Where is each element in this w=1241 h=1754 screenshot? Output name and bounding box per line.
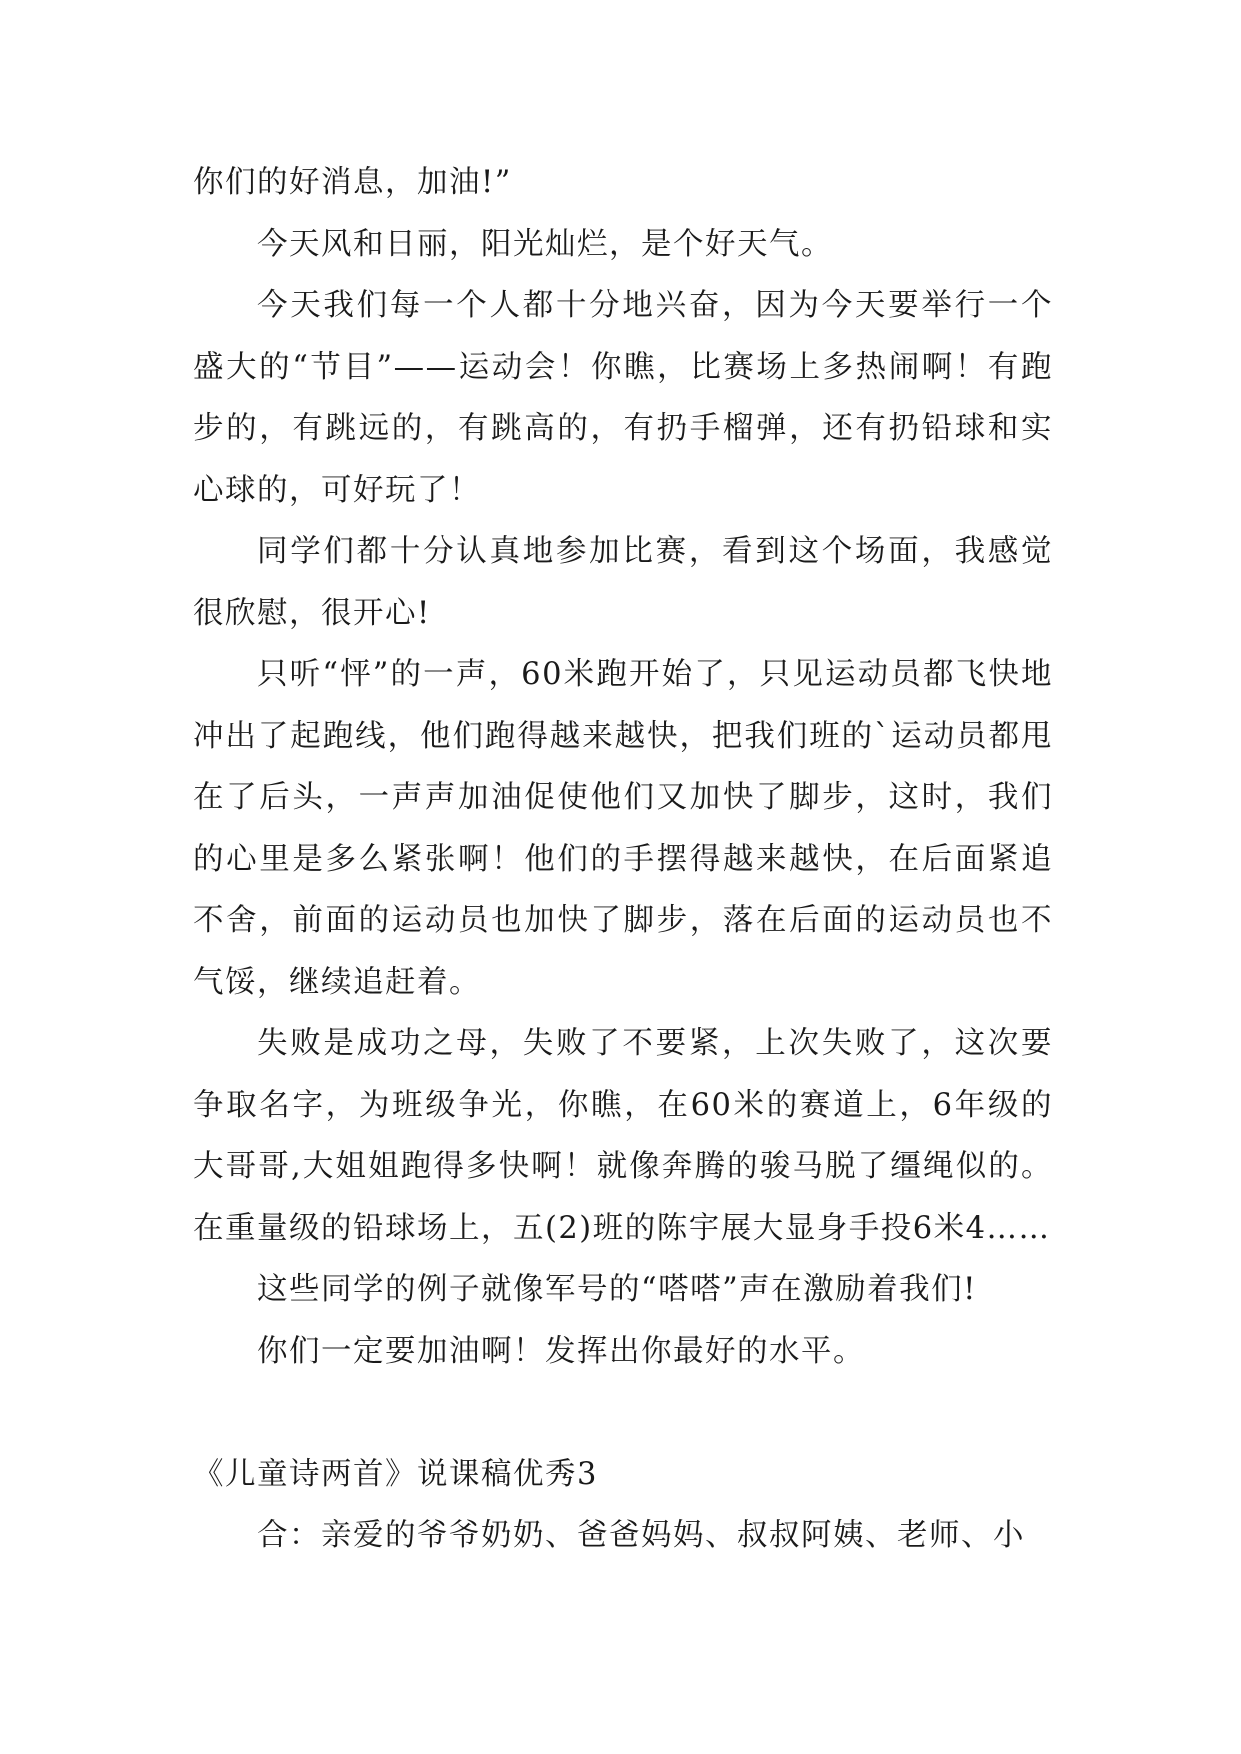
paragraph-classmates: 同学们都十分认真地参加比赛，看到这个场面，我感觉很欣慰，很开心! xyxy=(193,534,1053,631)
section-title: 《儿童诗两首》说课稿优秀3 xyxy=(193,1456,598,1492)
paragraph-sports-meet: 今天我们每一个人都十分地兴奋，因为今天要举行一个盛大的“节目”——运动会！你瞧，比赛场上多热闹啊！有跑步的，有跳远的，有跳高的，有扔手榴弹，还有扔铅球和实心球的，可好玩了！ xyxy=(193,288,1053,508)
paragraph-60m-race: 只听“怦”的一声，60米跑开始了，只见运动员都飞快地冲出了起跑线，他们跑得越来越快，把我们班的`运动员都甩在了后头，一声声加油促使他们又加快了脚步，这时，我们的心里是多么紧张啊！他们的手摆得越来越快，在后面紧追不舍，前面的运动员也加快了脚步，落在后面的运动员也不气馁，继续追赶着。 xyxy=(193,657,1053,1000)
paragraph-section-opening: 合：亲爱的爷爷奶奶、爸爸妈妈、叔叔阿姨、老师、小 xyxy=(257,1518,1025,1553)
paragraph-encouragement: 你们一定要加油啊！发挥出你最好的水平。 xyxy=(257,1333,865,1369)
paragraph-continuation: 你们的好消息，加油!” xyxy=(193,165,512,200)
section-spacer xyxy=(193,1382,1053,1444)
paragraph-failure: 失败是成功之母，失败了不要紧，上次失败了，这次要争取名字，为班级争光，你瞧，在60米的赛道上，6年级的大哥哥,大姐姐跑得多快啊！就像奔腾的骏马脱了缰绳似的。在重量级的铅球场上，五(2)班的陈宇展大显身手投6米4…… xyxy=(193,1026,1053,1246)
document-body xyxy=(193,152,1053,1567)
paragraph-examples: 这些同学的例子就像军号的“嗒嗒”声在激励着我们! xyxy=(257,1272,977,1307)
paragraph-weather: 今天风和日丽，阳光灿烂，是个好天气。 xyxy=(257,226,833,262)
